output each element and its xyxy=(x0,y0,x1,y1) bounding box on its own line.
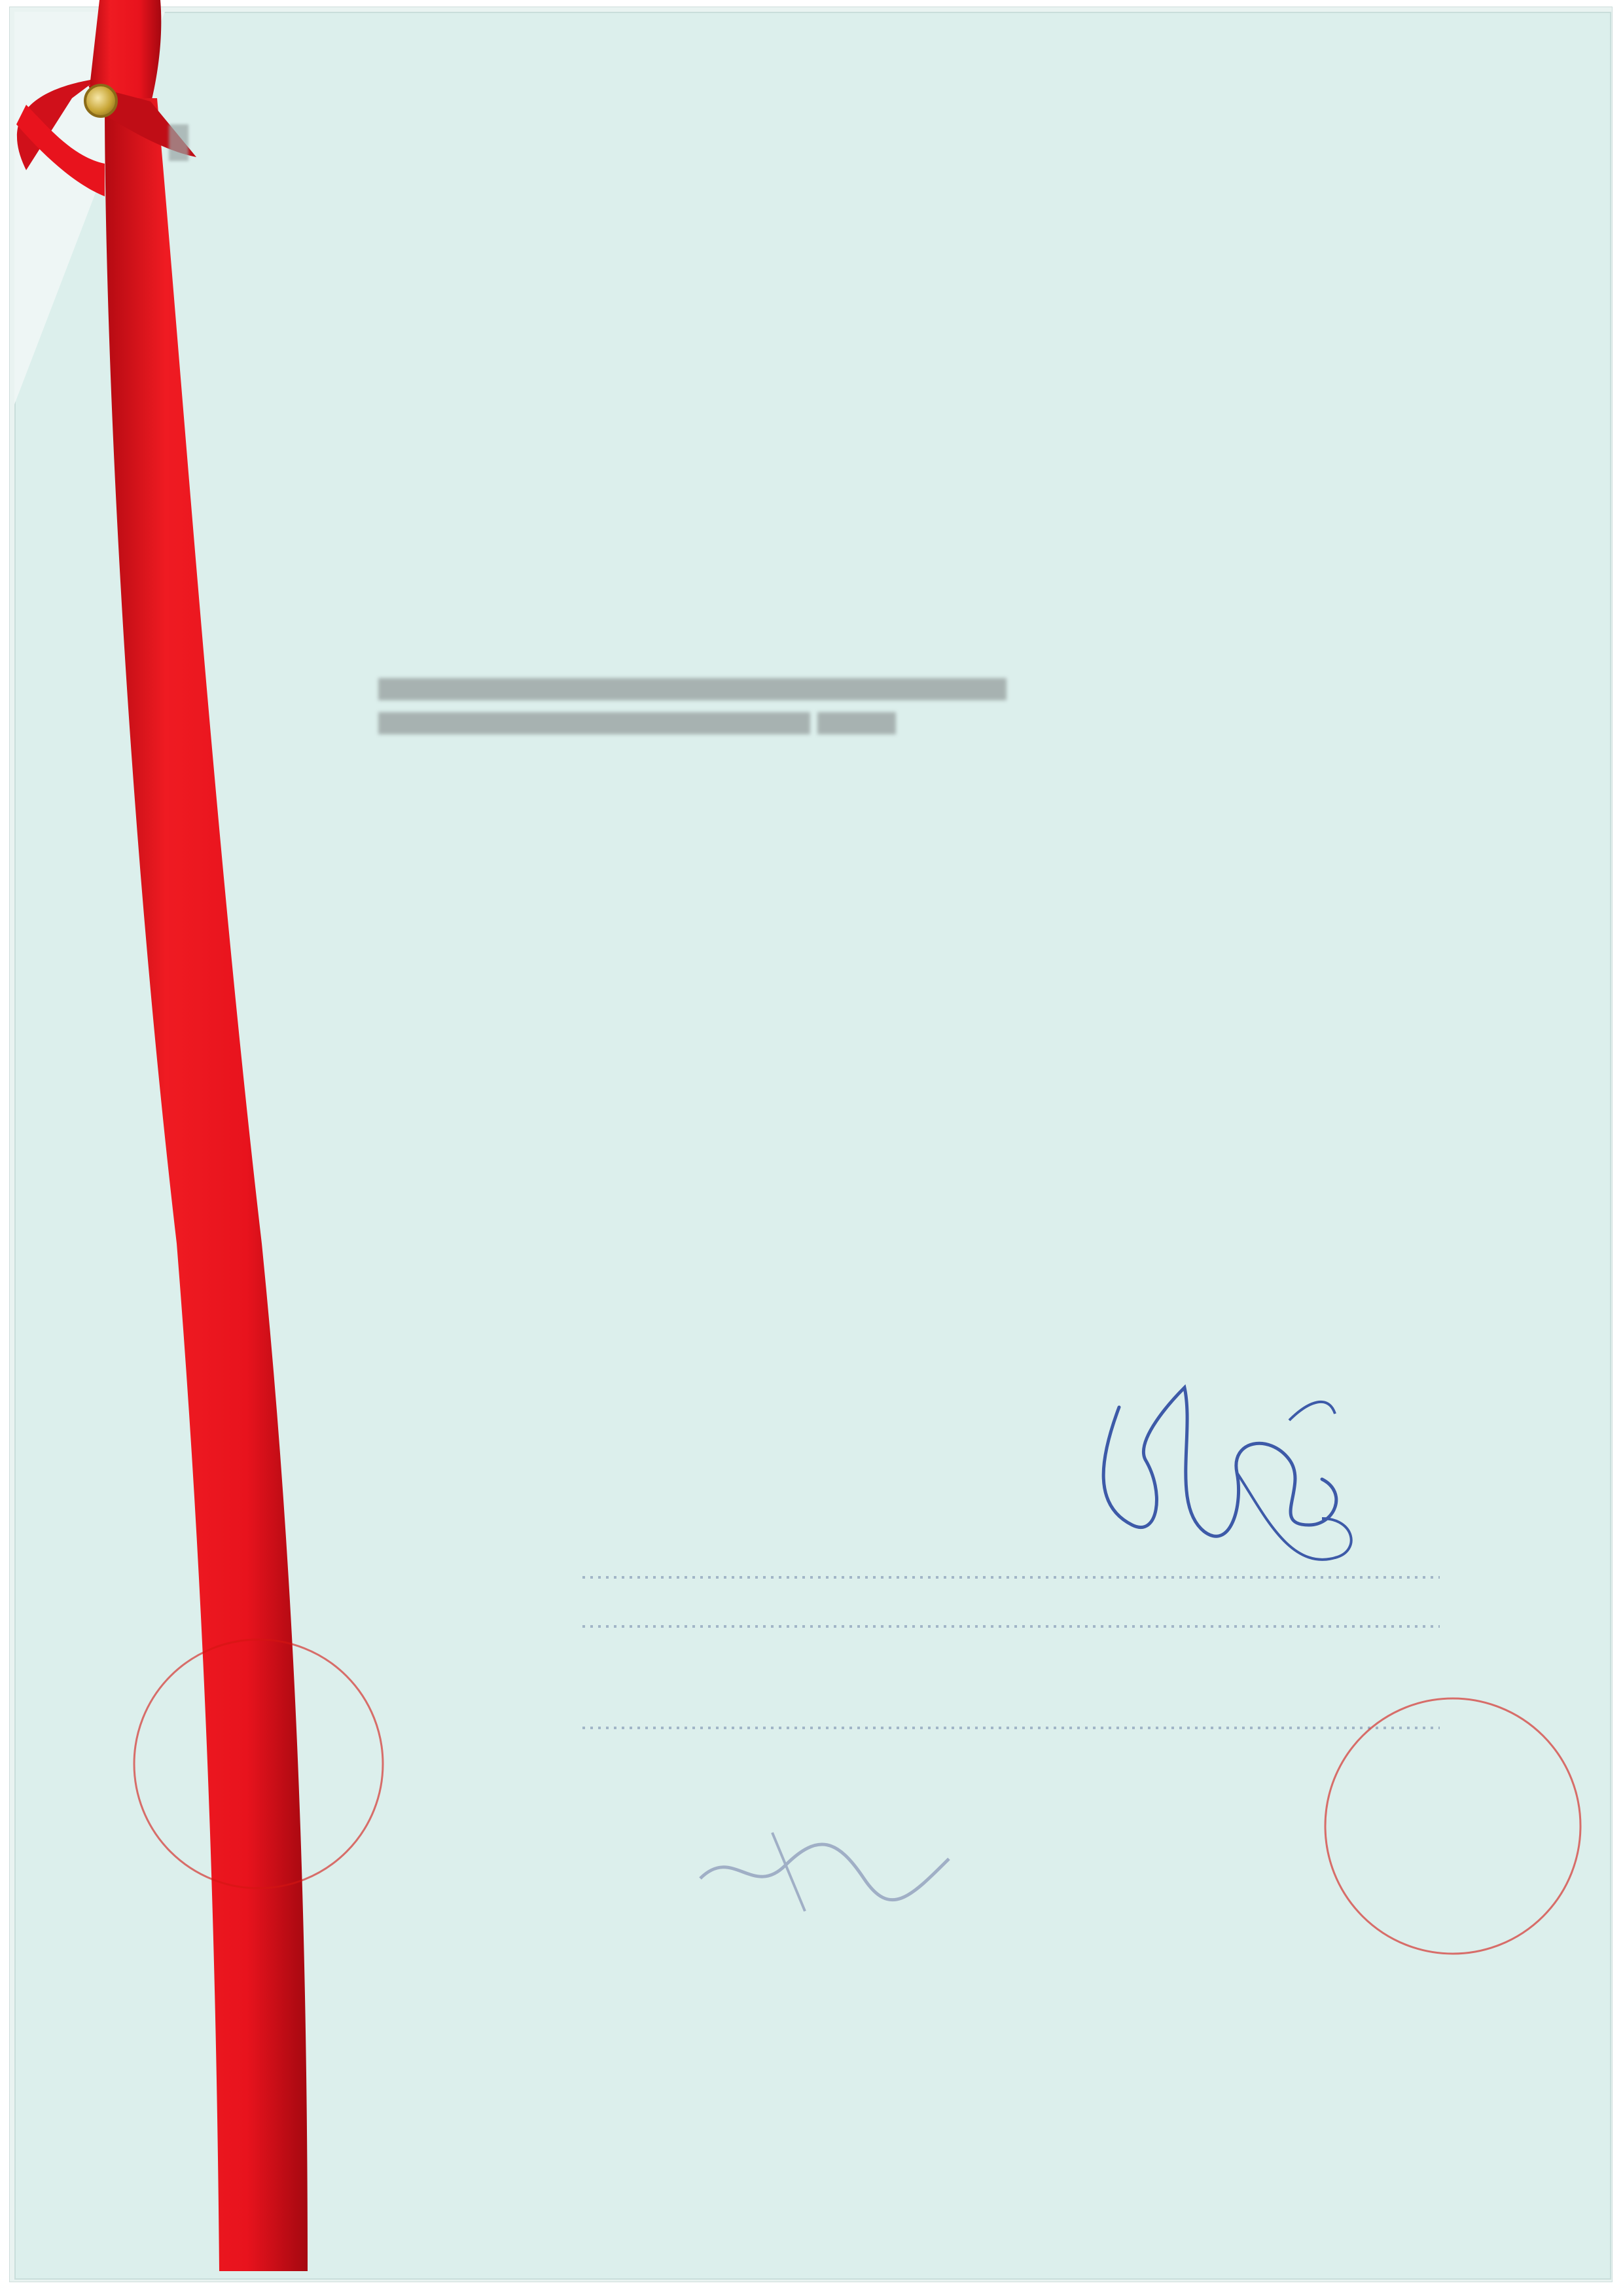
redacted-tag xyxy=(169,124,188,161)
eyelet-grommet xyxy=(84,84,118,118)
red-wafer-seal-left xyxy=(92,1597,425,1931)
red-wafer-seal-right xyxy=(1283,1656,1623,1996)
redacted-company-number xyxy=(817,712,896,734)
item-1-paragraph xyxy=(378,670,1414,738)
red-ribbon xyxy=(0,0,458,2296)
redacted-company-name xyxy=(378,678,1007,700)
notary-signature xyxy=(1073,1361,1361,1577)
